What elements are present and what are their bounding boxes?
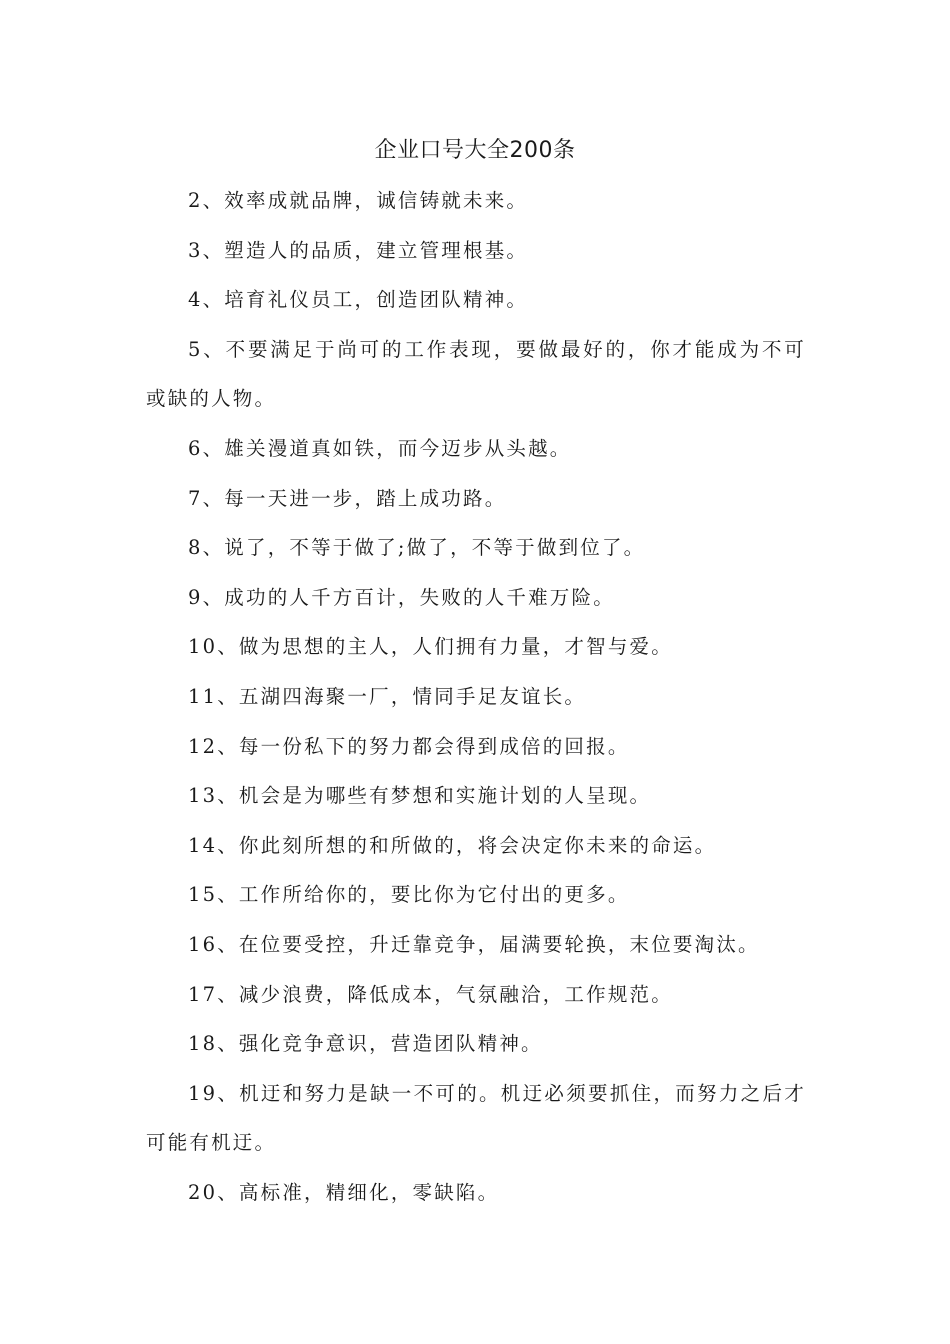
list-item: 18、强化竞争意识，营造团队精神。	[188, 1032, 543, 1056]
list-item: 16、在位要受控，升迁靠竞争，届满要轮换，末位要淘汰。	[188, 932, 760, 956]
list-item: 13、机会是为哪些有梦想和实施计划的人呈现。	[188, 784, 652, 808]
slogan-list	[146, 176, 806, 1217]
list-item: 15、工作所给你的，要比你为它付出的更多。	[188, 883, 630, 907]
list-item: 3、塑造人的品质，建立管理根基。	[188, 238, 529, 262]
list-item: 19、机迂和努力是缺一不可的。机迂必须要抓住，而努力之后才可能有机迂。	[146, 1081, 806, 1155]
list-item: 10、做为思想的主人，人们拥有力量，才智与爱。	[188, 635, 673, 659]
list-item: 14、你此刻所想的和所做的，将会决定你未来的命运。	[188, 833, 717, 857]
document-title: 企业口号大全200条	[374, 138, 576, 163]
list-item: 7、每一天进一步，踏上成功路。	[188, 486, 507, 510]
list-item: 12、每一份私下的努力都会得到成倍的回报。	[188, 734, 630, 758]
list-item: 5、不要满足于尚可的工作表现，要做最好的，你才能成为不可或缺的人物。	[146, 337, 806, 411]
list-item: 4、培育礼仪员工，创造团队精神。	[188, 288, 529, 312]
list-item: 17、减少浪费，降低成本，气氛融洽，工作规范。	[188, 982, 673, 1006]
list-item: 20、高标准，精细化，零缺陷。	[188, 1180, 500, 1204]
list-item: 6、雄关漫道真如铁，而今迈步从头越。	[188, 436, 572, 460]
list-item: 8、说了，不等于做了;做了，不等于做到位了。	[188, 536, 646, 560]
list-item: 2、效率成就品牌，诚信铸就未来。	[188, 189, 529, 212]
list-item: 11、五湖四海聚一厂，情同手足友谊长。	[188, 684, 587, 708]
list-item: 9、成功的人千方百计，失败的人千难万险。	[188, 585, 615, 609]
